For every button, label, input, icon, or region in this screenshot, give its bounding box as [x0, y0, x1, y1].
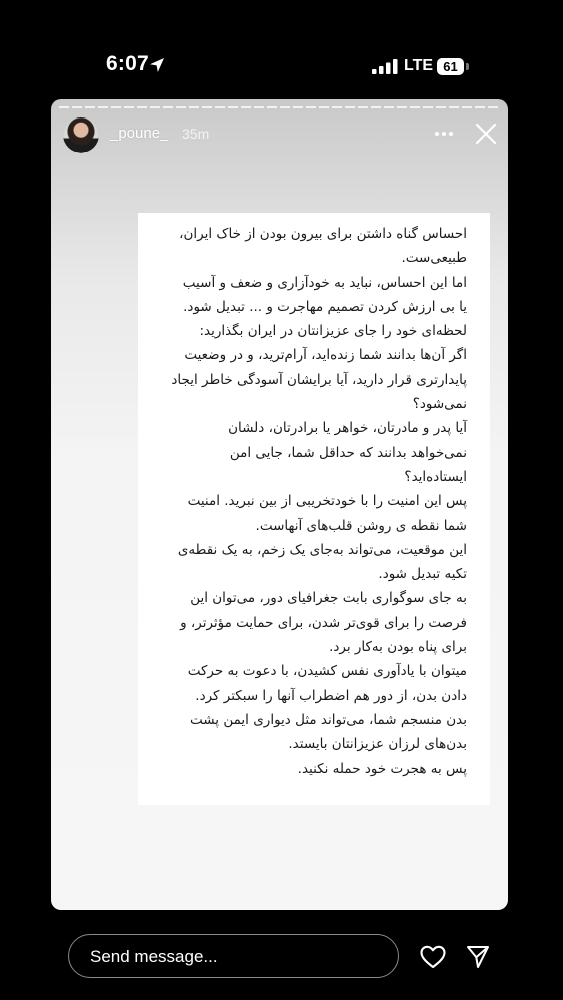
heart-icon[interactable] — [420, 945, 446, 969]
story-username[interactable]: _poune_ — [110, 125, 169, 142]
story-text: احساس گناه داشتن برای بیرون بودن از خاک ایران، طبیعی‌ست. اما این احساس، نباید به خودآزاری و ضعف و آسیب یا بی ارزش کردن تصمیم مهاجرت و ... تبدیل شود. لحظه‌ای خود را جای عزیزانتان در ایران بگذارید: اگر آن‌ها بدانند شما زنده‌اید، آرام‌ترید، و در وضعیت پایدارتری قرار دارید، آیا برایشان آسودگی خاطر ایجاد نمی‌شود؟ آیا پدر و مادرتان، خواهر یا برادرتان، دلشان نمی‌خواهد بدانند که حداقل شما، جایی امن ایستاده‌اید؟ پس این امنیت را با خودتخریبی از بین نبرید. امنیت شما نقطه ی روشن قلب‌های آنهاست. این موقعیت، می‌تواند به‌جای یک زخم، به یک نقطه‌ی تکیه تبدیل شود. به جای سوگواری بابت جغرافیای دور، می‌توان این فرصت را برای قوی‌تر شدن، برای حمایت مؤثرتر، و برای پناه بودن به‌کار برد. میتوان با یادآوری نفس کشیدن، با دعوت به حرکت دادن بدن، از دور هم اضطراب آنها را سبکتر کرد. بدن منسجم شما، می‌تواند مثل دیواری ایمن پشت بدن‌های لرزان عزیزانتان بایستد. پس به هجرت خود حمله نکنید. — [171, 226, 467, 777]
location-arrow-icon — [149, 57, 165, 73]
close-icon[interactable] — [475, 123, 497, 145]
status-time: 6:07 — [106, 52, 149, 75]
send-message-placeholder: Send message... — [90, 947, 218, 966]
send-icon[interactable] — [466, 945, 490, 969]
more-options-icon[interactable] — [434, 126, 454, 142]
story-text-panel — [138, 213, 490, 805]
story-progress-bar — [59, 106, 500, 108]
battery-tip — [466, 63, 469, 70]
signal-bars-icon — [372, 59, 398, 74]
story-time-ago: 35m — [182, 126, 210, 142]
network-type: LTE — [404, 57, 434, 74]
battery-icon: 61 — [437, 58, 464, 75]
send-message-input[interactable] — [68, 934, 399, 978]
story-card[interactable] — [51, 99, 508, 910]
status-bar — [0, 0, 563, 98]
avatar[interactable] — [63, 117, 99, 153]
